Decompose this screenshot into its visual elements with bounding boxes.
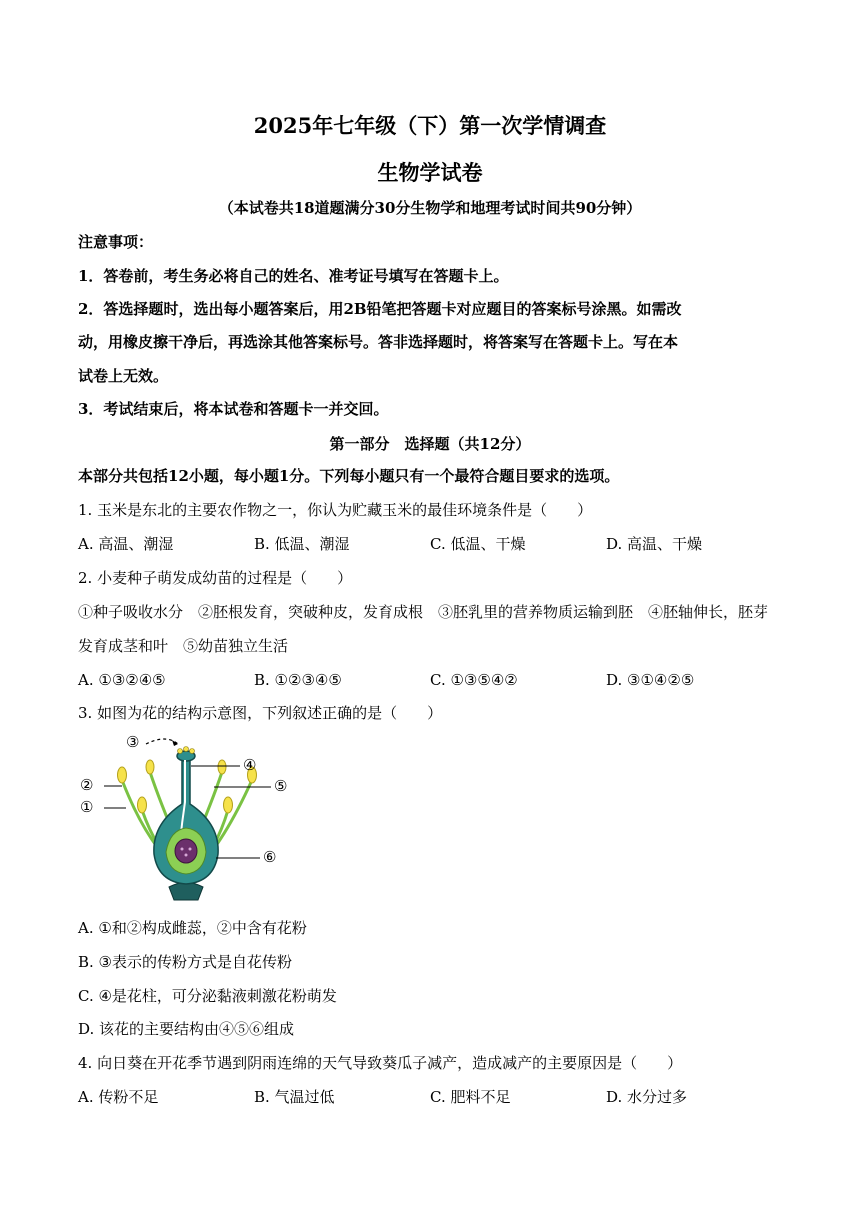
instruction-item-2-line-3: 试卷上无效。 [78, 367, 169, 385]
instruction-item-2-line-2: 动，用橡皮擦干净后，再选涂其他答案标号。答非选择题时，将答案写在答题卡上。写在本 [78, 333, 679, 351]
q3-option-d: D. 该花的主要结构由④⑤⑥组成 [78, 1020, 295, 1038]
q3-stem: 3. 如图为花的结构示意图，下列叙述正确的是（ ） [78, 704, 443, 722]
instruction-item-3: 3．考试结束后，将本试卷和答题卡一并交回。 [78, 400, 389, 418]
q2-option-d: D. ③①④②⑤ [606, 671, 695, 689]
flower-label-3: ③ [126, 733, 140, 751]
section-heading: 第一部分 选择题（共12分） [329, 435, 531, 453]
q2-option-a: A. ①③②④⑤ [78, 671, 166, 689]
flower-label-6: ⑥ [263, 848, 277, 866]
q4-option-c: C. 肥料不足 [430, 1088, 511, 1106]
flower-structure-diagram [74, 732, 304, 908]
q3-option-a: A. ①和②构成雌蕊，②中含有花粉 [78, 919, 307, 937]
q2-steps-line-2: 发育成茎和叶 ⑤幼苗独立生活 [78, 637, 289, 655]
instruction-item-2-line-1: 2．答选择题时，选出每小题答案后，用2B铅笔把答题卡对应题目的答案标号涂黑。如需改 [78, 300, 682, 318]
q2-stem: 2. 小麦种子萌发成幼苗的过程是（ ） [78, 569, 353, 587]
q4-option-b: B. 气温过低 [254, 1088, 335, 1106]
exam-title: 2025年七年级（下）第一次学情调查 [253, 113, 607, 138]
instruction-item-1: 1．答卷前，考生务必将自己的姓名、准考证号填写在答题卡上。 [78, 267, 509, 285]
q1-option-a: A. 高温、潮湿 [78, 535, 174, 553]
q3-option-c: C. ④是花柱，可分泌黏液刺激花粉萌发 [78, 987, 337, 1005]
q1-option-d: D. 高温、干燥 [606, 535, 703, 553]
flower-label-2: ② [80, 776, 94, 794]
exam-subtitle: 生物学试卷 [377, 160, 483, 185]
q4-option-a: A. 传粉不足 [78, 1088, 159, 1106]
q1-option-c: C. 低温、干燥 [430, 535, 526, 553]
q1-stem: 1. 玉米是东北的主要农作物之一，你认为贮藏玉米的最佳环境条件是（ ） [78, 501, 593, 519]
q3-option-b: B. ③表示的传粉方式是自花传粉 [78, 953, 293, 971]
flower-label-4: ④ [243, 756, 257, 774]
flower-label-1: ① [80, 798, 94, 816]
flower-label-5: ⑤ [274, 777, 288, 795]
q2-option-c: C. ①③⑤④② [430, 671, 518, 689]
exam-note: （本试卷共18道题满分30分生物学和地理考试时间共90分钟） [218, 199, 642, 217]
q4-option-d: D. 水分过多 [606, 1088, 688, 1106]
q4-stem: 4. 向日葵在开花季节遇到阴雨连绵的天气导致葵瓜子减产，造成减产的主要原因是（ ） [78, 1054, 683, 1072]
q2-steps-line-1: ①种子吸收水分 ②胚根发育，突破种皮，发育成根 ③胚乳里的营养物质运输到胚 ④胚轴伸长，胚芽 [78, 603, 769, 621]
section-intro: 本部分共包括12小题，每小题1分。下列每小题只有一个最符合题目要求的选项。 [78, 467, 620, 485]
instructions-heading: 注意事项： [78, 233, 154, 251]
q1-option-b: B. 低温、潮湿 [254, 535, 350, 553]
q2-option-b: B. ①②③④⑤ [254, 671, 342, 689]
